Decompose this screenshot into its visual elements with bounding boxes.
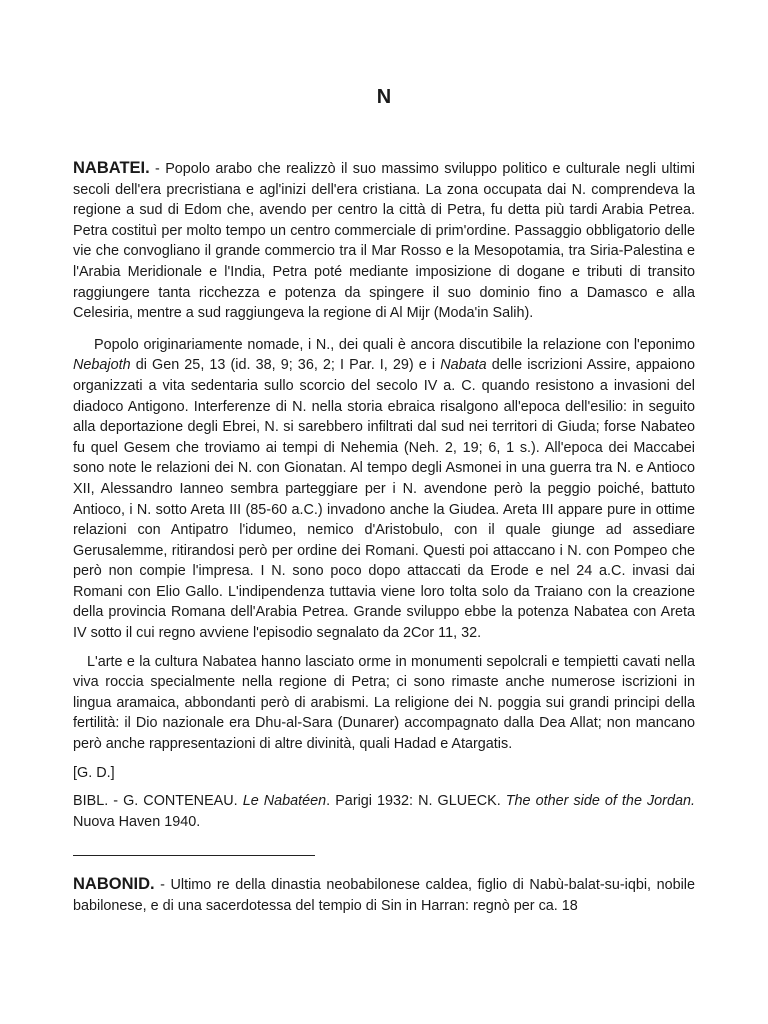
entry-nabonid-intro: NABONID. - Ultimo re della dinastia neobabilonese caldea, figlio di Nabù-balat-su-iqbi, nobile babilonese, e di una sacerdotessa del tempio di Sin in Harran: regnò per ca. 18 [73, 875, 695, 914]
entry-nabatei-history: Popolo originariamente nomade, i N., dei quali è ancora discutibile la relazione con l'eponimo Nebajoth di Gen 25, 13 (id. 38, 9; 36, 2; I Par. I, 29) e i Nabata delle iscrizioni Assire, appaiono organizzati a vita sedentaria sullo scorcio del secolo IV a. C. quando resistono a invasioni del diadoco Antigono. Interferenze di N. nella storia ebraica risalgono all'epoca dell'esilio: in seguito alla deportazione degli Ebrei, N. si sarebbero infiltrati dal sud nei territori di Giuda; forse Nabateo fu quel Gesem che troviamo ai tempi di Nehemia (Neh. 2, 19; 6, 1 s.). All'epoca dei Maccabei sono note le relazioni dei N. con Gionatan. Al tempo degli Asmonei in una guerra tra N. e Antioco XII, Alessandro Ianneo sembra parteggiare per i N. avendone però la peggio poiché, battuto Antioco, i N. sotto Areta III (85-60 a.C.) invadono anche la Giudea. Areta III appare pure in ottime relazioni con Antipatro l'idumeo, nemico d'Aristobulo, con il quale giunge ad assediare Gerusalemme, ritirandosi però per ordine dei Romani. Questi poi attaccano i N. con Pompeo che però non compie l'impresa. I N. sono poco dopo attaccati da Erode e nel 24 a.C. invasi dai Romani con Elio Gallo. L'indipendenza tuttavia viene loro tolta solo da Traiano con la creazione della provincia Romana dell'Arabia Petrea. Grande sviluppo ebbe la potenza Nabatea con Areta IV sotto il cui regno avviene l'episodio segnalato da 2Cor 11, 32. [73, 336, 695, 642]
section-letter: N [376, 86, 392, 108]
headword-nabatei: NABATEI. [73, 159, 150, 177]
entry-nabatei-intro: NABATEI. - Popolo arabo che realizzò il suo massimo sviluppo politico e culturale negli ultimi secoli dell'era precristiana e agl'inizi dell'era cristiana. La zona occupata dai N. comprendeva la regione a sud di Edom che, avendo per centro la città di Petra, fu detta più tardi Arabia Petrea. Petra costituì per molto tempo un centro commerciale di prim'ordine. Passaggio obbligatorio delle vie che convogliano il grande commercio tra il Mar Rosso e la Mesopotamia, tra Siria-Palestina e l'Arabia Meridionale e l'India, Petra poté mediante imposizione di dogane e tributi di transito raggiungere tanta ricchezza e potenza da spingere il suo dominio fino a Damasco e alla Celesiria, mentre a sud raggiungeva la regione di Al Mijr (Moda'in Salih). [73, 159, 695, 322]
document-body [73, 158, 695, 917]
entry-author: [G. D.] [73, 764, 115, 781]
entry-divider [73, 855, 315, 856]
headword-nabonid: NABONID. [73, 875, 155, 894]
entry-nabatei-culture: L'arte e la cultura Nabatea hanno lasciato orme in monumenti sepolcrali e tempietti cavati nella viva roccia specialmente nella regione di Petra; ci sono rimaste anche numerose iscrizioni in lingua aramaica, abbondanti però di arabismi. La religione dei N. poggia sui grandi principi della fertilità: il Dio nazionale era Dhu-al-Sara (Dunarer) accompagnato dalla Dea Allat; non mancano però anche rappresentazioni di altre divinità, quali Hadad e Atargatis. [73, 653, 695, 753]
entry-bibliography: BIBL. - G. CONTENEAU. Le Nabatéen. Parigi 1932: N. GLUECK. The other side of the Jordan. Nuova Haven 1940. [73, 793, 695, 830]
